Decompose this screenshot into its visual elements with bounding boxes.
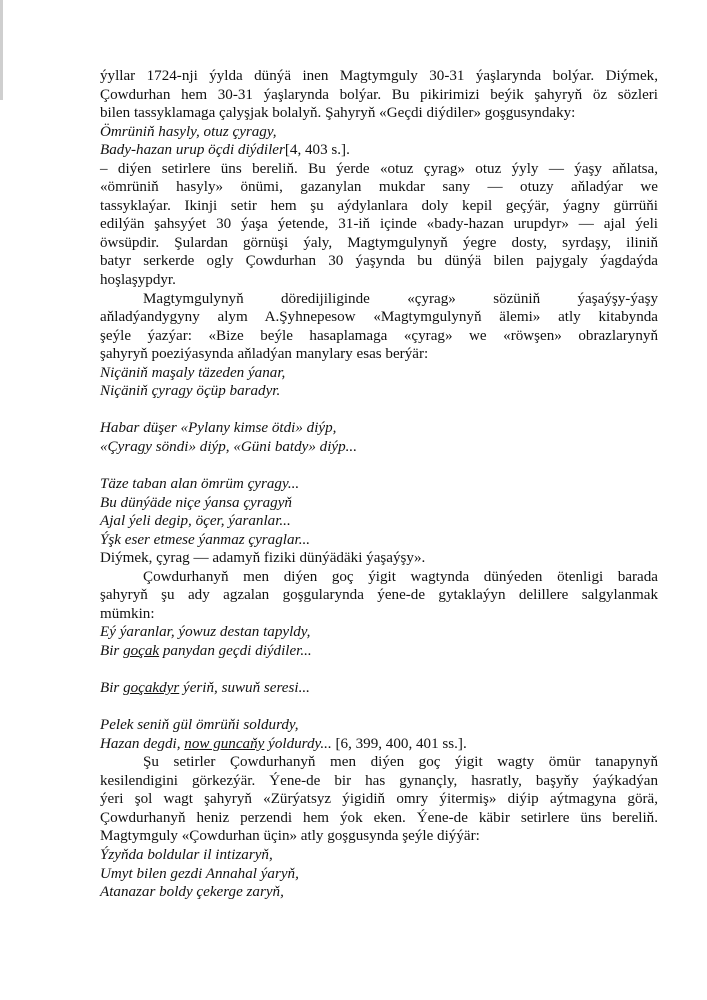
- text-line: «ömrüniň hasyly» önümi, gazanylan mukdar sany — otuzy aňladýar we: [100, 179, 658, 196]
- verse-line: Eý ýaranlar, ýowuz destan tapyldy,: [100, 624, 311, 641]
- text-line: Çowdurhanyň men diýen goç ýigit wagtynda dünýeden ötenligi barada: [143, 568, 658, 585]
- text-line: Şu setirler Çowdurhanyň men diýen goç ýigit wagty ömür tanapynyň: [143, 754, 658, 771]
- text-line: şahyryň şu ady agzalan goşgularynda ýene-de gytaklaýyn delillere salgylanmak: [100, 587, 658, 604]
- text-line: şahyryň poeziýasynda aňladýan manylary esas berýär:: [100, 346, 429, 363]
- underlined-word: now guncaňy: [184, 735, 265, 752]
- text-line: bilen tassyklamaga çalyşjak bolalyň. Şahyryň «Geçdi diýdiler» goşgusyndaky:: [100, 105, 576, 122]
- text-line: tassyklaýar. Ikinji setir hem şu aýdylanlara doly kepil geçýär, ýagny gürrüňi: [100, 197, 658, 214]
- underlined-word: goçakdyr: [123, 680, 180, 697]
- text-line: – diýen setirlere üns bereliň. Bu ýerde «otuz çyrag» otuz ýyly — ýaşy aňlatsa,: [100, 160, 658, 177]
- spacer: [100, 401, 658, 420]
- verse-line: [100, 679, 658, 698]
- text-line: ýyllar 1724-nji ýylda dünýä inen Magtymguly 30-31 ýaşlarynda bolýar. Diýmek,: [100, 68, 658, 84]
- verse-line: [100, 642, 658, 661]
- verse-text: Bady-hazan urup öçdi diýdiler: [100, 142, 285, 159]
- text-line: edilýän şahsyýet 30 ýaşa ýetende, 31-iň içinde «bady-hazan urupdyr» — ajal ýeli: [100, 216, 658, 233]
- verse-line: Ýşk eser etmese ýanmaz çyraglar...: [100, 531, 311, 548]
- verse-line: Bu dünýäde niçe ýansa çyragyň: [100, 494, 292, 511]
- verse-line: Niçäniň çyragy öçüp baradyr.: [100, 383, 281, 400]
- verse-line: Niçäniň maşaly täzeden ýanar,: [100, 364, 286, 381]
- underlined-word: goçak: [123, 642, 160, 659]
- verse-line: Ýzyňda boldular il intizaryň,: [100, 846, 273, 863]
- text-line: Magtymguly «Çowdurhan üçin» atly goşgusynda şeýle diýýär:: [100, 828, 480, 845]
- text-line: Diýmek, çyrag — adamyň fiziki dünýädäki ýaşaýşy».: [100, 550, 426, 567]
- verse-text: ýeriň, suwuň seresi...: [179, 680, 310, 697]
- verse-line: Täze taban alan ömrüm çyragy...: [100, 476, 300, 493]
- scan-edge: [0, 0, 3, 100]
- text-line: aňladýandygyny alym A.Şyhnepesow «Magtymgulynyň älemi» atly kitabynda: [100, 309, 658, 326]
- verse-line: [100, 141, 658, 160]
- spacer: [100, 456, 658, 475]
- text-line: öwsüpdir. Şulardan görnüşi ýaly, Magtymgulynyň ýegre dosty, syrdaşy, iliniň: [100, 234, 658, 251]
- text-line: kesilendigini görkezýär. Ýene-de bir has gynançly, hasratly, başyňy ýaýkadýan: [100, 772, 658, 789]
- verse-text: panydan geçdi diýdiler...: [159, 642, 312, 659]
- text-line: Çowdurhanyň heniz perzendi hem ýok eken. Ýene-de käbir setirlere üns bereliň.: [100, 809, 658, 826]
- verse-text: Bir: [100, 642, 124, 659]
- text-line: ýeri şol wagt şahyryň «Zürýatsyz ýigidiň omry ýitermiş» diýip aýtmagyna görä,: [100, 791, 658, 808]
- spacer: [100, 698, 658, 717]
- text-line: şeýle ýazýar: «Bize beýle hasaplamaga «çyrag» we «röwşen» obrazlarynyň: [100, 327, 658, 344]
- verse-line: Atanazar boldy çekerge zaryň,: [100, 884, 284, 901]
- verse-text: Bir: [100, 680, 124, 697]
- text-line: batyr serkerde ogly Çowdurhan 30 ýaşynda bu dünýä bilen pajygaly ýagdaýda: [100, 253, 658, 270]
- citation: [6, 399, 400, 401 ss.].: [331, 735, 467, 752]
- verse-line: Umyt bilen gezdi Annahal ýaryň,: [100, 865, 299, 882]
- text-line: Çowdurhan hem 30-31 ýaşlarynda bolýar. Bu pikirimizi beýik şahyryň öz sözleri: [100, 86, 658, 103]
- verse-line: Ömrüniň hasyly, otuz çyragy,: [100, 123, 277, 140]
- citation: [4, 403 s.].: [284, 142, 350, 159]
- text-line: hoşlaşypdyr.: [100, 272, 176, 289]
- verse-text: ýoldurdy...: [264, 735, 332, 752]
- body-text: [100, 67, 658, 902]
- spacer: [100, 661, 658, 680]
- verse-line: Pelek seniň gül ömrüňi soldurdy,: [100, 717, 299, 734]
- verse-line: Ajal ýeli degip, öçer, ýaranlar...: [100, 513, 291, 530]
- verse-line: «Çyragy söndi» diýp, «Güni batdy» diýp...: [100, 438, 357, 455]
- text-line: mümkin:: [100, 605, 155, 622]
- verse-text: Hazan degdi,: [100, 735, 185, 752]
- verse-line: Habar düşer «Pylany kimse ötdi» diýp,: [100, 420, 337, 437]
- verse-line: [100, 735, 658, 754]
- text-line: Magtymgulynyň döredijiliginde «çyrag» sözüniň ýaşaýşy-ýaşy: [143, 290, 658, 307]
